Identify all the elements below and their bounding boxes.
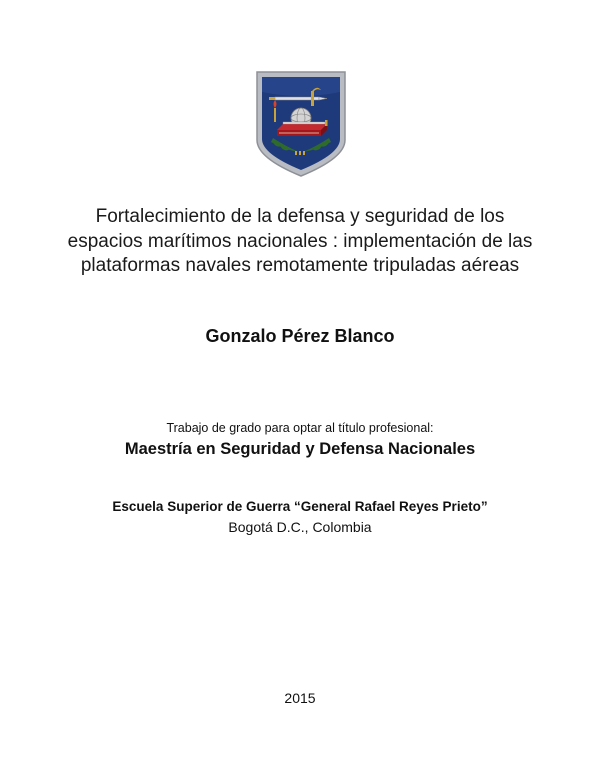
degree-intro-text: Trabajo de grado para optar al título profesional: (166, 421, 434, 435)
thesis-title: Fortalecimiento de la defensa y seguridad de los espacios marítimos nacionales : implementación de las plataformas navales remotamente tripuladas aéreas (67, 206, 533, 276)
degree-name: Maestría en Seguridad y Defensa Nacionales (124, 440, 476, 458)
school-name: Escuela Superior de Guerra “General Rafael Reyes Prieto” (112, 499, 488, 514)
book-icon (277, 124, 327, 136)
city-name: Bogotá D.C., Colombia (228, 519, 372, 535)
author-name: Gonzalo Pérez Blanco (205, 326, 395, 346)
publication-year: 2015 (284, 690, 316, 706)
institution-emblem-icon (255, 70, 347, 178)
gold-insignia-icon (295, 151, 305, 155)
